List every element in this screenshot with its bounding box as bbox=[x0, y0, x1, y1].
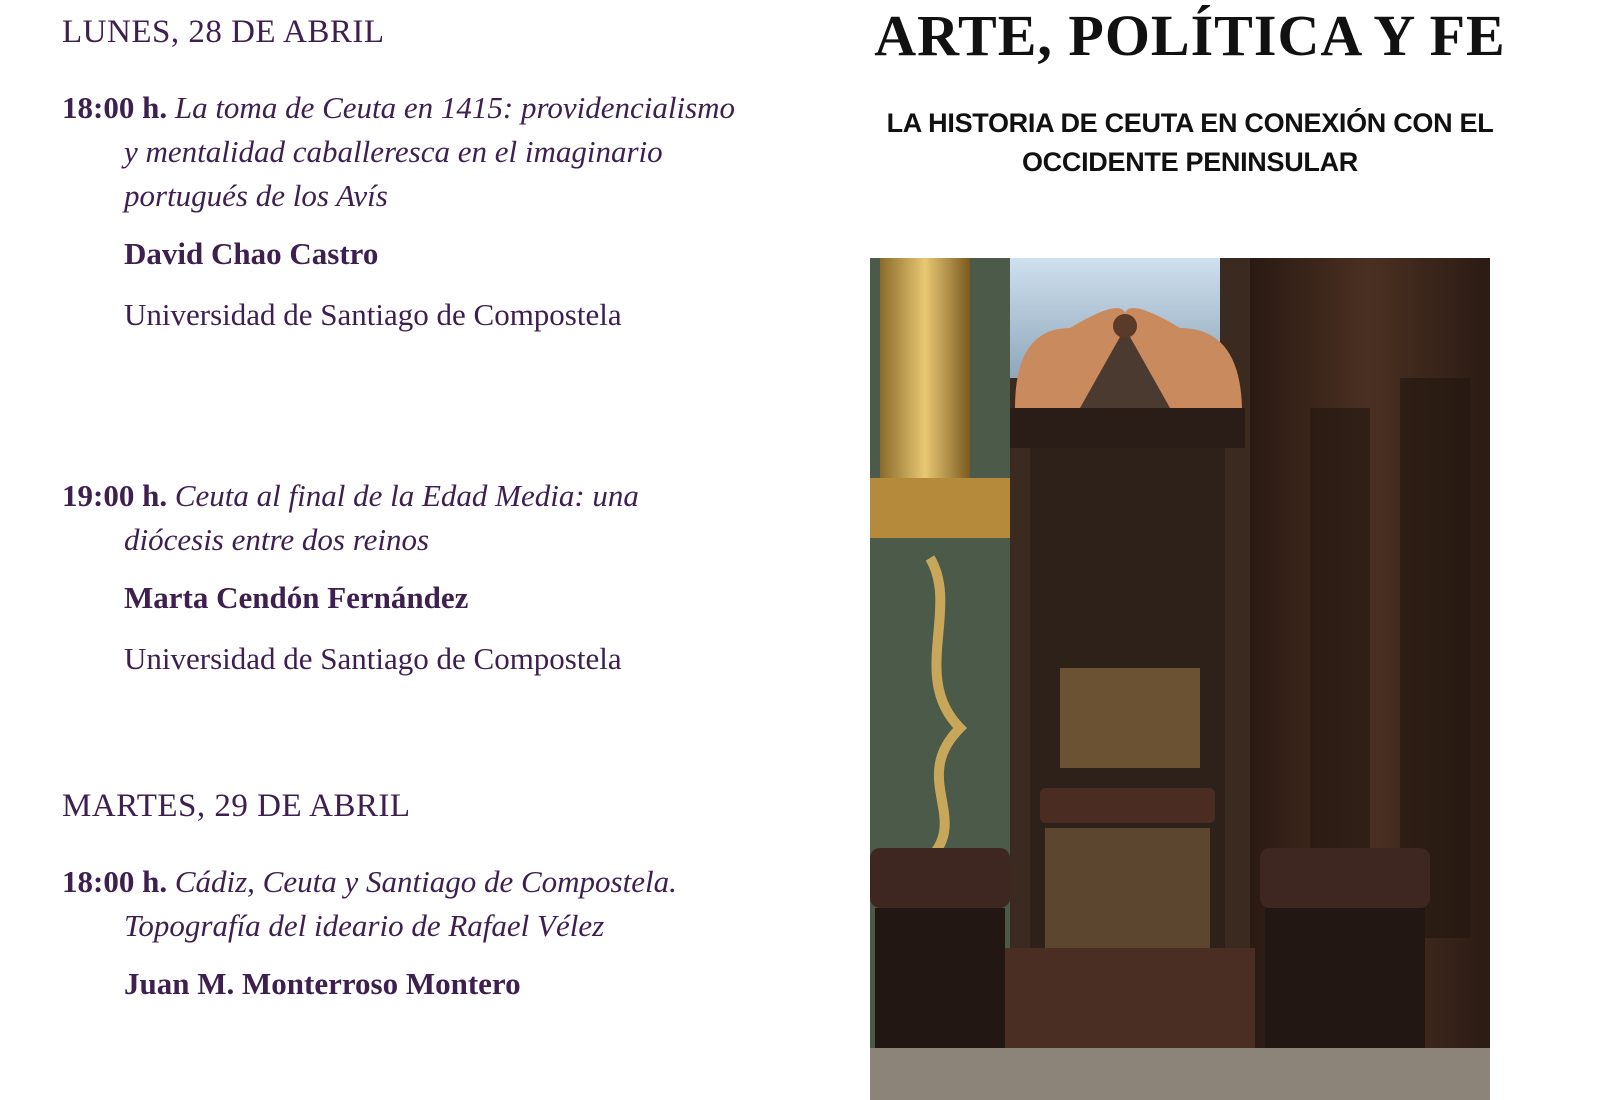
session-time: 19:00 h. bbox=[62, 478, 168, 513]
throne-back-pattern bbox=[1060, 668, 1200, 768]
day-heading-1: LUNES, 28 DE ABRIL bbox=[62, 14, 385, 50]
talk-title: Ceuta al final de la Edad Media: una diócesis entre dos reinos bbox=[124, 478, 639, 557]
session-time: 18:00 h. bbox=[62, 90, 168, 125]
day-heading-2: MARTES, 29 DE ABRIL bbox=[62, 788, 411, 824]
cover-panel bbox=[790, 0, 1600, 1100]
speaker-name: Marta Cendón Fernández bbox=[124, 580, 469, 615]
left-stool bbox=[875, 908, 1005, 1048]
column-capital bbox=[870, 478, 1010, 538]
cathedral-throne-photo bbox=[870, 258, 1490, 1100]
program-column bbox=[0, 0, 760, 1100]
left-stool-cushion bbox=[870, 848, 1010, 908]
speaker-name: David Chao Castro bbox=[124, 236, 379, 271]
cover-title: ARTE, POLÍTICA Y FE bbox=[874, 3, 1506, 68]
right-stool bbox=[1265, 908, 1425, 1048]
speaker-affiliation: Universidad de Santiago de Compostela bbox=[124, 641, 622, 676]
throne-base-pattern bbox=[1045, 828, 1210, 948]
speaker-name: Juan M. Monterroso Montero bbox=[124, 966, 521, 1001]
crest-finial bbox=[1113, 314, 1137, 338]
talk-line bbox=[62, 474, 742, 562]
talk-line bbox=[62, 86, 742, 218]
cover-subtitle: LA HISTORIA DE CEUTA EN CONEXIÓN CON EL OCCIDENTE PENINSULAR bbox=[886, 108, 1494, 177]
throne-step bbox=[1000, 948, 1255, 1058]
talk-title: Cádiz, Ceuta y Santiago de Compostela. Topografía del ideario de Rafael Vélez bbox=[124, 864, 677, 943]
panel-shadow bbox=[1310, 408, 1370, 908]
session-time: 18:00 h. bbox=[62, 864, 168, 899]
gold-column bbox=[880, 258, 970, 478]
stone-floor bbox=[870, 1048, 1490, 1100]
throne-seat bbox=[1040, 788, 1215, 823]
speaker-affiliation: Universidad de Santiago de Compostela bbox=[124, 297, 622, 332]
session-3 bbox=[62, 860, 742, 1006]
canopy bbox=[1010, 408, 1245, 448]
talk-line bbox=[62, 860, 742, 948]
throne-illustration bbox=[870, 258, 1490, 1100]
talk-title: La toma de Ceuta en 1415: providencialismo y mentalidad caballeresca en el imaginario portugués de los Avís bbox=[124, 90, 736, 213]
right-stool-cushion bbox=[1260, 848, 1430, 908]
session-2 bbox=[62, 474, 742, 680]
session-1 bbox=[62, 86, 742, 336]
